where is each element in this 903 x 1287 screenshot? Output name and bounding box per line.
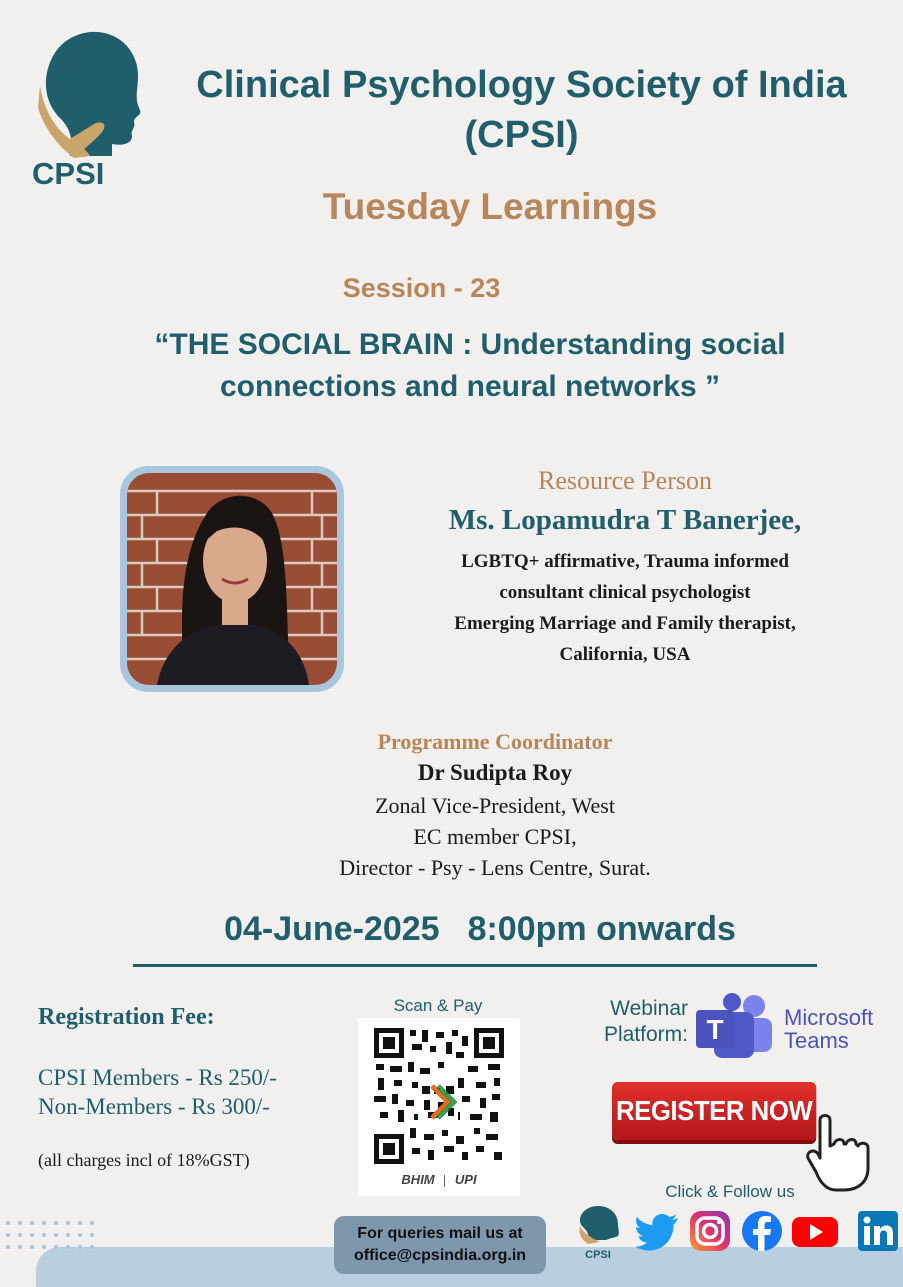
bhim-upi-logos xyxy=(362,1172,516,1194)
fee-members: CPSI Members - Rs 250/- xyxy=(38,1065,277,1090)
webinar-label-line: Platform: xyxy=(603,1023,688,1046)
divider xyxy=(133,964,817,967)
event-datetime xyxy=(100,910,860,949)
webinar-label-line: Webinar xyxy=(610,997,688,1020)
series-title: Tuesday Learnings xyxy=(322,186,658,227)
cpsi-logo-icon xyxy=(30,28,148,190)
query-text: For queries mail us at xyxy=(357,1225,523,1242)
decorative-dots xyxy=(0,1218,110,1258)
rp-desc-line: consultant clinical psychologist xyxy=(499,582,751,603)
twitter-icon[interactable] xyxy=(636,1209,680,1253)
resource-person-label: Resource Person xyxy=(537,466,712,495)
scan-pay-label: Scan & Pay xyxy=(393,996,483,1015)
bhim-logo: BHIM xyxy=(401,1172,435,1187)
coordinator-name: Dr Sudipta Roy xyxy=(417,760,573,785)
linkedin-icon[interactable] xyxy=(856,1209,900,1253)
youtube-icon[interactable] xyxy=(790,1209,840,1253)
coordinator-line: EC member CPSI, xyxy=(413,824,577,849)
instagram-icon[interactable] xyxy=(688,1209,732,1253)
register-now-button[interactable]: REGISTER NOW xyxy=(612,1082,816,1140)
registration-fee-label: Registration Fee: xyxy=(38,1004,215,1030)
query-contact-box xyxy=(334,1216,546,1274)
fee-note: (all charges incl of 18%GST) xyxy=(38,1150,250,1170)
rp-desc-line: California, USA xyxy=(559,644,691,665)
svg-text:T: T xyxy=(706,1014,724,1045)
teams-label xyxy=(784,1006,873,1052)
rp-desc-line: Emerging Marriage and Family therapist, xyxy=(454,613,796,634)
coordinator-label: Programme Coordinator xyxy=(377,729,613,754)
query-email[interactable]: office@cpsindia.org.in xyxy=(353,1247,527,1264)
mini-logo-text: CPSI xyxy=(585,1249,611,1260)
rp-desc-line: LGBTQ+ affirmative, Trauma informed xyxy=(461,551,789,572)
follow-label: Click & Follow us xyxy=(665,1182,795,1201)
resource-person-name: Ms. Lopamudra T Banerjee, xyxy=(448,504,802,536)
logo-text: CPSI xyxy=(32,156,105,190)
session-number: Session - 23 xyxy=(342,273,501,303)
event-date: 04-June-2025 xyxy=(224,910,440,948)
teams-line: Teams xyxy=(784,1028,849,1053)
coordinator-description xyxy=(260,790,730,883)
event-time: 8:00pm onwards xyxy=(467,910,736,948)
coordinator-line: Zonal Vice-President, West xyxy=(375,793,615,818)
cpsi-mini-logo-icon[interactable] xyxy=(574,1204,622,1260)
upi-logo: UPI xyxy=(454,1172,477,1187)
coordinator-line: Director - Psy - Lens Centre, Surat. xyxy=(339,855,651,880)
speaker-photo xyxy=(127,473,337,685)
talk-title: “THE SOCIAL BRAIN : Understanding social connections and neural networks ” xyxy=(154,328,786,403)
pointer-hand-icon xyxy=(806,1112,878,1192)
teams-icon xyxy=(692,992,780,1060)
resource-person-description xyxy=(390,546,860,670)
qr-code-icon[interactable] xyxy=(358,1018,520,1196)
teams-line: Microsoft xyxy=(784,1005,874,1030)
org-title: Clinical Psychology Society of India (CPSI) xyxy=(196,64,847,156)
webinar-platform-label xyxy=(592,996,688,1048)
fee-non-members: Non-Members - Rs 300/- xyxy=(38,1094,270,1119)
facebook-icon[interactable] xyxy=(740,1209,784,1253)
